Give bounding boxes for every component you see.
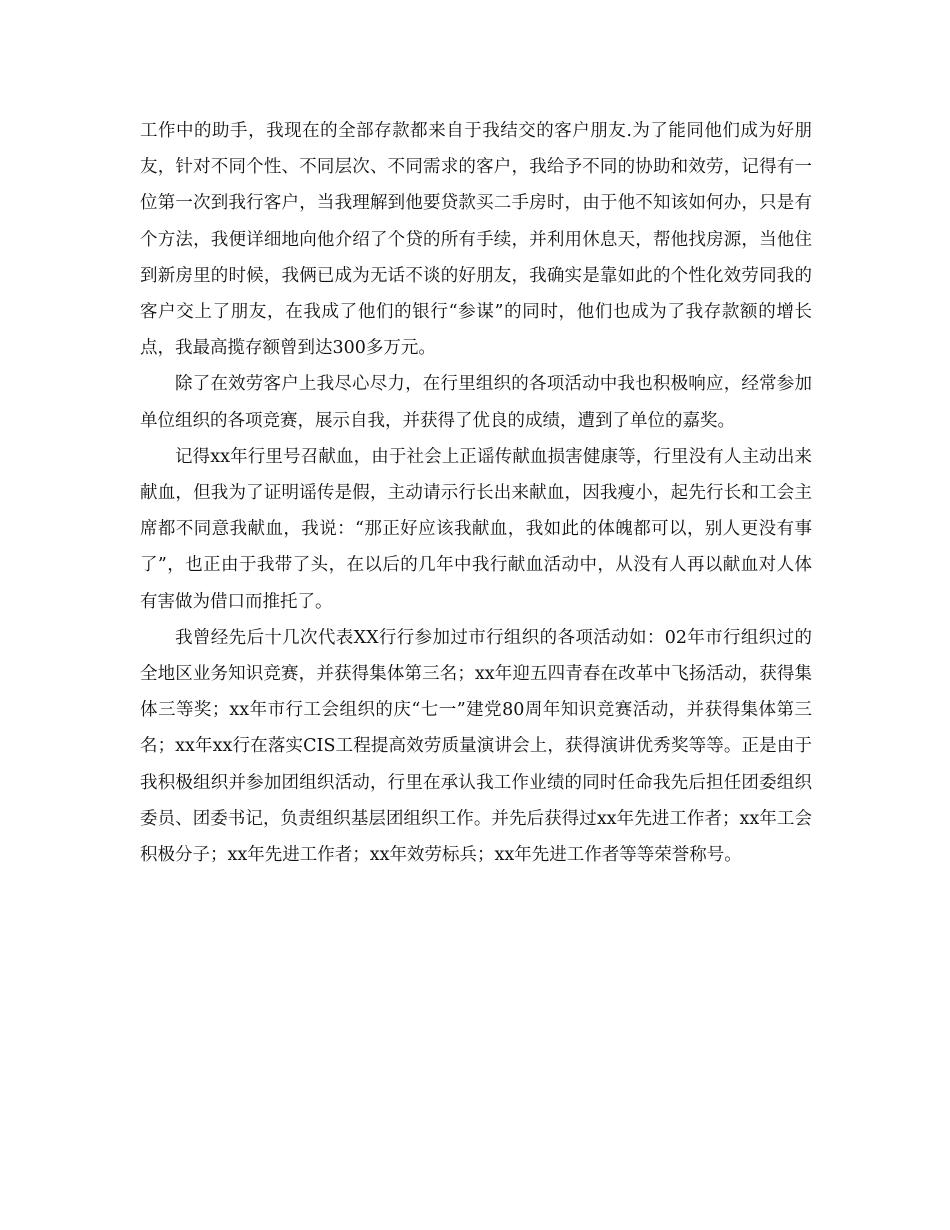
paragraph-4: 我曾经先后十几次代表XX行行参加过市行组织的各项活动如：02年市行组织过的全地区业务知识竞赛，并获得集体第三名；xx年迎五四青春在改革中飞扬活动，获得集体三等奖；xx年市行工会组织的庆“七一”建党80周年知识竞赛活动，并获得集体第三名；xx年xx行在落实CIS工程提高效劳质量演讲会上，获得演讲优秀奖等等。正是由于我积极组织并参加团组织活动，行里在承认我工作业绩的同时任命我先后担任团委组织委员、团委书记，负责组织基层团组织工作。并先后获得过xx年先进工作者；xx年工会积极分子；xx年先进工作者；xx年效劳标兵；xx年先进工作者等等荣誉称号。 bbox=[140, 627, 812, 866]
document-body bbox=[140, 113, 812, 873]
paragraph-1: 工作中的助手，我现在的全部存款都来自于我结交的客户朋友.为了能同他们成为好朋友，针对不同个性、不同层次、不同需求的客户，我给予不同的协助和效劳，记得有一位第一次到我行客户，当我理解到他要贷款买二手房时，由于他不知该如何办，只是有个方法，我便详细地向他介绍了个贷的所有手续，并利用休息天，帮他找房源，当他住到新房里的时候，我俩已成为无话不谈的好朋友，我确实是靠如此的个性化效劳同我的客户交上了朋友，在我成了他们的银行“参谋”的同时，他们也成为了我存款额的增长点，我最高揽存额曾到达300多万元。 bbox=[140, 121, 812, 359]
paragraph-2: 除了在效劳客户上我尽心尽力，在行里组织的各项活动中我也积极响应，经常参加单位组织的各项竞赛，展示自我，并获得了优良的成绩，遭到了单位的嘉奖。 bbox=[140, 374, 812, 431]
paragraph-3: 记得xx年行里号召献血，由于社会上正谣传献血损害健康等，行里没有人主动出来献血，但我为了证明谣传是假，主动请示行长出来献血，因我瘦小，起先行长和工会主席都不同意我献血，我说：“那正好应该我献血，我如此的体魄都可以，别人更没有事了”，也正由于我带了头，在以后的几年中我行献血活动中，从没有人再以献血对人体有害做为借口而推托了。 bbox=[140, 446, 812, 612]
